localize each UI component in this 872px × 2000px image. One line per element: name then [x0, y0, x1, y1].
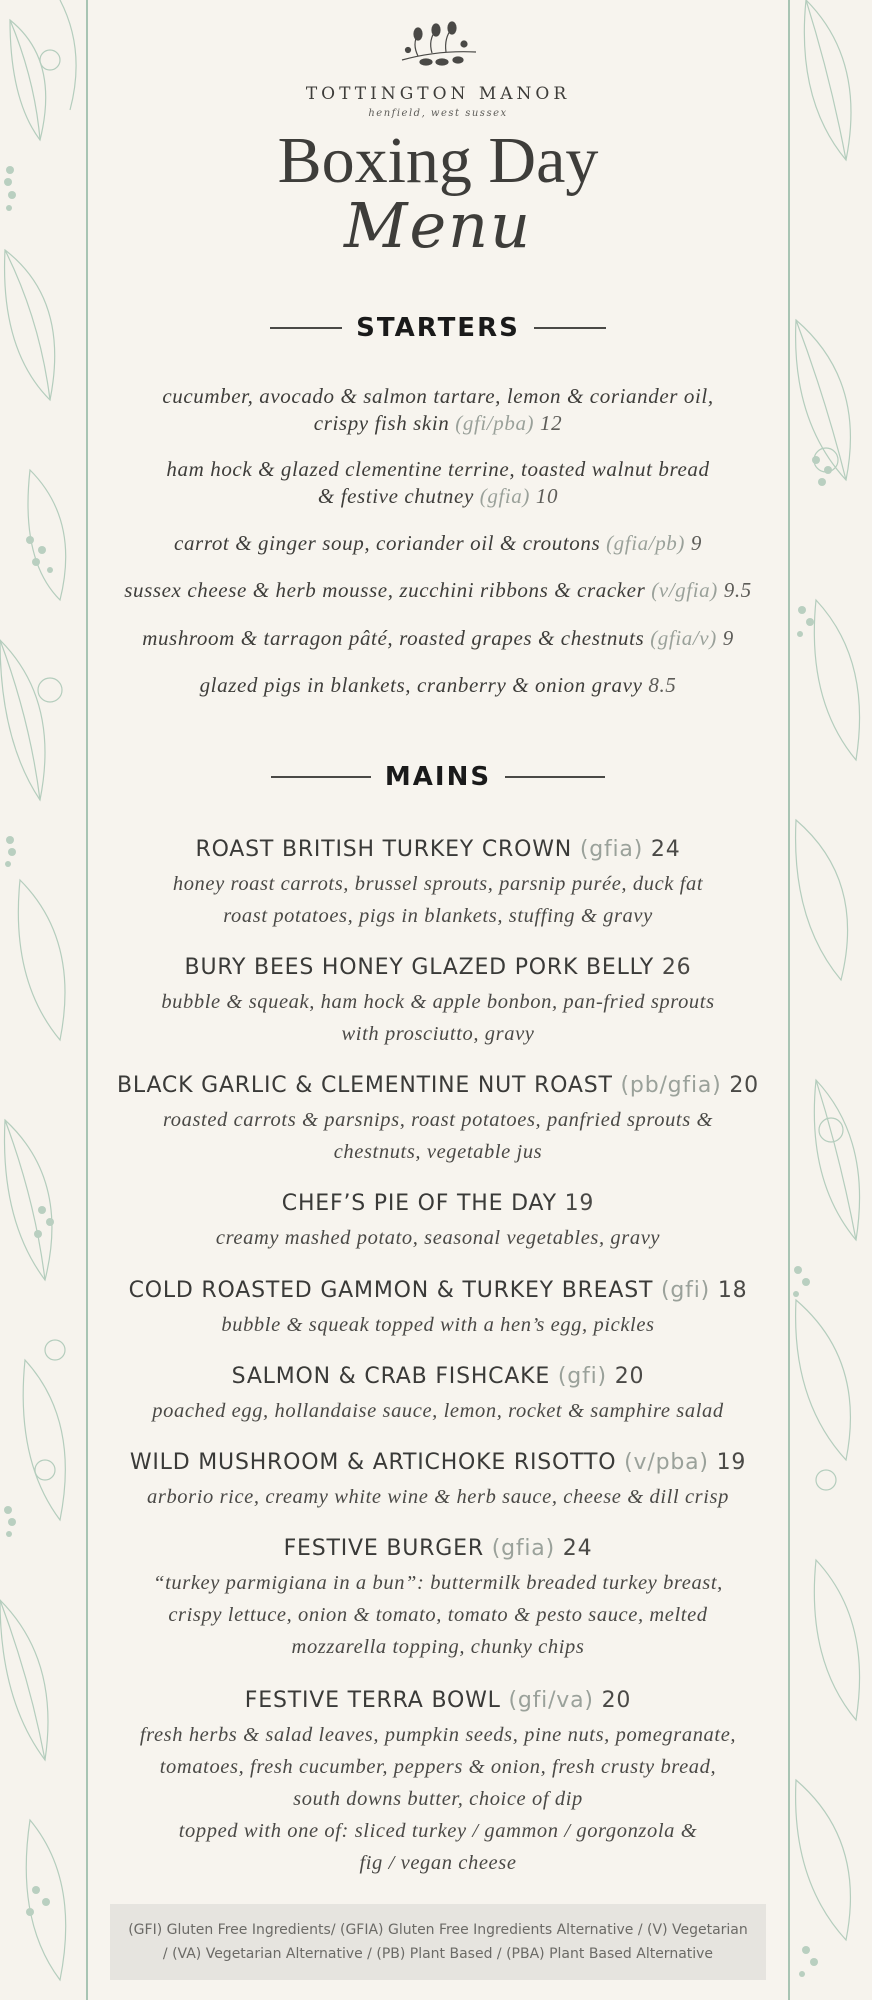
- desc-line: with prosciutto, gravy: [341, 1023, 535, 1045]
- diet-tag: (gfi): [661, 1278, 711, 1303]
- menu-panel: [86, 0, 790, 2000]
- diet-tag: (gfia/v): [650, 626, 717, 650]
- starter-line: ham hock & glazed clementine terrine, toasted walnut bread: [166, 457, 710, 481]
- price: 10: [535, 484, 559, 508]
- legend-line: (GFI) Gluten Free Ingredients/ (GFIA) Gluten Free Ingredients Alternative / (V) Vegetarian: [128, 1922, 748, 1938]
- starter-item: [88, 672, 788, 699]
- desc-line: topped with one of: sliced turkey / gammon / gorgonzola &: [178, 1820, 698, 1842]
- heading-rule-right: [534, 327, 606, 329]
- main-dish-description: [88, 1719, 788, 1879]
- price: 18: [717, 1278, 748, 1303]
- main-dish-name: [88, 1364, 788, 1389]
- main-dish-description: [88, 1309, 788, 1341]
- starter-item: [88, 383, 788, 437]
- diet-tag: (gfia): [491, 1536, 555, 1561]
- starter-item: [88, 625, 788, 652]
- dish-title: WILD MUSHROOM & ARTICHOKE RISOTTO: [129, 1450, 617, 1475]
- dish-title: SALMON & CRAB FISHCAKE: [231, 1364, 551, 1389]
- price: 9.5: [723, 578, 752, 602]
- price: 12: [540, 411, 563, 435]
- dish-title: COLD ROASTED GAMMON & TURKEY BREAST: [128, 1278, 654, 1303]
- diet-tag: (gfia/pb): [606, 531, 685, 555]
- main-dish-description: [88, 1567, 788, 1663]
- diet-tag: (gfi/pba): [455, 411, 535, 435]
- starter-line: mushroom & tarragon pâté, roasted grapes & chestnuts: [142, 626, 645, 650]
- price: 20: [614, 1364, 645, 1389]
- left-floral-border: [0, 0, 86, 2000]
- desc-line: poached egg, hollandaise sauce, lemon, rocket & samphire salad: [152, 1400, 724, 1422]
- diet-tag: (pb/gfia): [620, 1073, 722, 1098]
- price: 24: [562, 1536, 593, 1561]
- price: 9: [690, 531, 702, 555]
- desc-line: fig / vegan cheese: [359, 1852, 517, 1874]
- main-dish-name: [88, 1536, 788, 1561]
- heading-rule-left: [270, 327, 342, 329]
- brand-location: henfield, west sussex: [368, 108, 508, 119]
- starter-item: [88, 456, 788, 510]
- desc-line: south downs butter, choice of dip: [293, 1788, 583, 1810]
- main-dish-name: [88, 1191, 788, 1216]
- main-dish-name: [88, 837, 788, 862]
- desc-line: honey roast carrots, brussel sprouts, parsnip purée, duck fat: [172, 873, 704, 895]
- desc-line: arborio rice, creamy white wine & herb sauce, cheese & dill crisp: [147, 1486, 729, 1508]
- dish-title: BURY BEES HONEY GLAZED PORK BELLY: [184, 955, 655, 980]
- price: 19: [716, 1450, 747, 1475]
- starter-line: sussex cheese & herb mousse, zucchini ribbons & cracker: [124, 578, 646, 602]
- main-dish-name: [88, 955, 788, 980]
- diet-tag: (gfi): [557, 1364, 607, 1389]
- dish-title: ROAST BRITISH TURKEY CROWN: [195, 837, 573, 862]
- main-dish-description: [88, 986, 788, 1050]
- diet-tag: (v/gfia): [651, 578, 718, 602]
- main-dish-description: [88, 1481, 788, 1513]
- dish-title: CHEF’S PIE OF THE DAY: [281, 1191, 557, 1216]
- desc-line: chestnuts, vegetable jus: [333, 1141, 543, 1163]
- desc-line: mozzarella topping, chunky chips: [291, 1636, 585, 1658]
- desc-line: crispy lettuce, onion & tomato, tomato & pesto sauce, melted: [168, 1604, 708, 1626]
- mains-heading-label: MAINS: [384, 762, 492, 792]
- botanical-sprig-icon: [398, 20, 478, 80]
- main-dish-name: [88, 1688, 788, 1713]
- desc-line: roast potatoes, pigs in blankets, stuffing & gravy: [223, 905, 653, 927]
- starter-line: cucumber, avocado & salmon tartare, lemon & coriander oil,: [162, 384, 714, 408]
- main-dish-name: [88, 1278, 788, 1303]
- main-dish-name: [88, 1073, 788, 1098]
- diet-tag: (gfia): [579, 837, 644, 862]
- legend-line: / (VA) Vegetarian Alternative / (PB) Plant Based / (PBA) Plant Based Alternative: [162, 1946, 714, 1962]
- brand-name: TOTTINGTON MANOR: [305, 84, 571, 104]
- main-dish-description: [88, 1395, 788, 1427]
- diet-tag: (gfia): [479, 484, 531, 508]
- price: 9: [722, 626, 734, 650]
- starter-item: [88, 530, 788, 557]
- desc-line: fresh herbs & salad leaves, pumpkin seeds, pine nuts, pomegranate,: [139, 1724, 737, 1746]
- desc-line: “turkey parmigiana in a bun”: buttermilk breaded turkey breast,: [153, 1572, 723, 1594]
- desc-line: creamy mashed potato, seasonal vegetables, gravy: [215, 1227, 661, 1249]
- starters-heading-label: STARTERS: [356, 313, 520, 343]
- dietary-legend: [110, 1904, 766, 1980]
- dish-title: FESTIVE TERRA BOWL: [244, 1688, 501, 1713]
- desc-line: bubble & squeak, ham hock & apple bonbon, pan-fried sprouts: [161, 991, 715, 1013]
- price: 20: [729, 1073, 759, 1098]
- menu-title: Boxing Day: [277, 124, 599, 197]
- main-dish-description: [88, 1222, 788, 1254]
- starter-line: crispy fish skin: [313, 411, 450, 435]
- starter-line: & festive chutney: [317, 484, 474, 508]
- heading-rule-left: [271, 776, 371, 778]
- desc-line: bubble & squeak topped with a hen’s egg, pickles: [221, 1314, 655, 1336]
- desc-line: tomatoes, fresh cucumber, peppers & onion, fresh crusty bread,: [159, 1756, 717, 1778]
- price: 24: [650, 837, 681, 862]
- right-floral-border: [786, 0, 872, 2000]
- diet-tag: (gfi/va): [508, 1688, 594, 1713]
- menu-title-script: Menu: [343, 189, 533, 262]
- price: 8.5: [648, 673, 677, 697]
- price: 20: [601, 1688, 632, 1713]
- diet-tag: (v/pba): [624, 1450, 709, 1475]
- starter-line: glazed pigs in blankets, cranberry & onion gravy: [199, 673, 643, 697]
- price: 26: [661, 955, 692, 980]
- dish-title: FESTIVE BURGER: [283, 1536, 484, 1561]
- starter-line: carrot & ginger soup, coriander oil & croutons: [174, 531, 601, 555]
- desc-line: roasted carrots & parsnips, roast potatoes, panfried sprouts &: [162, 1109, 714, 1131]
- price: 19: [564, 1191, 595, 1216]
- dish-title: BLACK GARLIC & CLEMENTINE NUT ROAST: [117, 1073, 613, 1098]
- mains-heading: [88, 762, 788, 792]
- main-dish-name: [88, 1450, 788, 1475]
- starter-item: [88, 577, 788, 604]
- main-dish-description: [88, 1104, 788, 1168]
- starters-heading: [88, 313, 788, 343]
- heading-rule-right: [505, 776, 605, 778]
- main-dish-description: [88, 868, 788, 932]
